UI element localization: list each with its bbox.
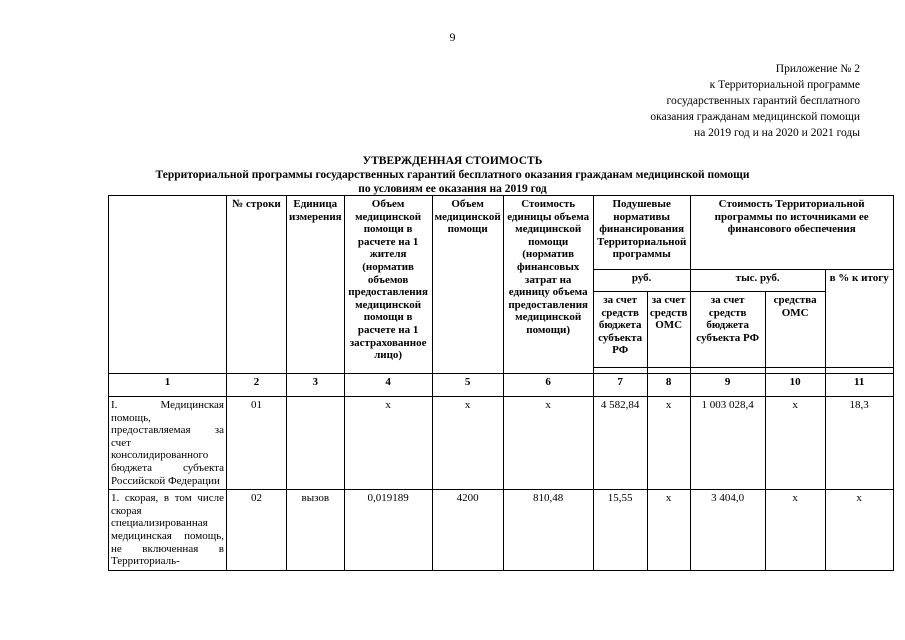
appendix-note xyxy=(650,61,860,141)
column-number: 2 xyxy=(227,374,287,397)
header-budget-rf: за счет средств бюджета субъекта РФ xyxy=(593,292,647,368)
header-volume: Объем медицинской помощи xyxy=(432,196,503,374)
header-name-blank xyxy=(109,196,227,374)
row-cell: х xyxy=(432,397,503,490)
row-name: I. Медицинская помощь, предоставляемая за счет консолидированного бюджета субъекта Российской Федерации xyxy=(109,397,227,490)
title-main: УТВЕРЖДЕННАЯ СТОИМОСТЬ xyxy=(362,155,543,167)
appendix-line: к Территориальной программе xyxy=(709,79,860,91)
row-cell: 15,55 xyxy=(593,490,647,571)
header-budget-rf-thousand: за счет средств бюджета субъекта РФ xyxy=(690,292,765,368)
row-name: 1. скорая, в том числе скорая специализированная медицинская помощь, не включенная в Территориаль- xyxy=(109,490,227,571)
appendix-line: на 2019 год и на 2020 и 2021 годы xyxy=(694,127,860,139)
row-cell: х xyxy=(344,397,432,490)
title-conditions: по условиям ее оказания на 2019 год xyxy=(358,183,547,195)
header-unit-cost: Стоимость единицы объема медицинской помощи (норматив финансовых затрат на единицу объема предоставления медицинской помощи) xyxy=(503,196,593,374)
column-number: 3 xyxy=(287,374,345,397)
row-cell: х xyxy=(825,490,893,571)
header-oms-funds: средства ОМС xyxy=(765,292,825,368)
appendix-line: оказания гражданам медицинской помощи xyxy=(650,111,860,123)
appendix-line: государственных гарантий бесплатного xyxy=(666,95,860,107)
appendix-line: Приложение № 2 xyxy=(775,63,860,75)
header-program-cost: Стоимость Территориальной программы по источниками ее финансового обеспечения xyxy=(690,196,893,270)
row-cell: 810,48 xyxy=(503,490,593,571)
column-number: 7 xyxy=(593,374,647,397)
header-row-number: № строки xyxy=(227,196,287,374)
table-row xyxy=(109,490,894,571)
column-number: 9 xyxy=(690,374,765,397)
column-number: 8 xyxy=(647,374,690,397)
page-number: 9 xyxy=(449,30,456,44)
row-cell: 18,3 xyxy=(825,397,893,490)
table-row xyxy=(109,397,894,490)
row-cell: 02 xyxy=(227,490,287,571)
row-cell: х xyxy=(647,397,690,490)
document-title xyxy=(0,154,905,196)
cost-table xyxy=(108,195,894,571)
header-oms: за счет средств ОМС xyxy=(647,292,690,368)
row-cell xyxy=(287,397,345,490)
column-number: 5 xyxy=(432,374,503,397)
header-unit: Единица измерения xyxy=(287,196,345,374)
header-rub: руб. xyxy=(593,270,690,292)
header-percent-total: в % к итогу xyxy=(825,270,893,368)
row-cell: 4 582,84 xyxy=(593,397,647,490)
column-number: 11 xyxy=(825,374,893,397)
title-subtitle: Территориальной программы государственных гарантий бесплатного оказания гражданам медицинской помощи xyxy=(155,169,750,181)
row-cell: 3 404,0 xyxy=(690,490,765,571)
header-per-capita-norms: Подушевые нормативы финансирования Территориальной программы xyxy=(593,196,690,270)
column-number: 10 xyxy=(765,374,825,397)
row-cell: 4200 xyxy=(432,490,503,571)
header-volume-per-capita: Объем медицинской помощи в расчете на 1 жителя (норматив объемов предоставления медицинской помощи в расчете на 1 застрахованное лицо) xyxy=(344,196,432,374)
header-thousand-rub: тыс. руб. xyxy=(690,270,825,292)
row-cell: х xyxy=(647,490,690,571)
row-cell: вызов xyxy=(287,490,345,571)
column-number: 4 xyxy=(344,374,432,397)
row-cell: 1 003 028,4 xyxy=(690,397,765,490)
row-cell: х xyxy=(503,397,593,490)
column-number: 1 xyxy=(109,374,227,397)
row-cell: х xyxy=(765,397,825,490)
row-cell: 01 xyxy=(227,397,287,490)
column-number: 6 xyxy=(503,374,593,397)
row-cell: х xyxy=(765,490,825,571)
row-cell: 0,019189 xyxy=(344,490,432,571)
